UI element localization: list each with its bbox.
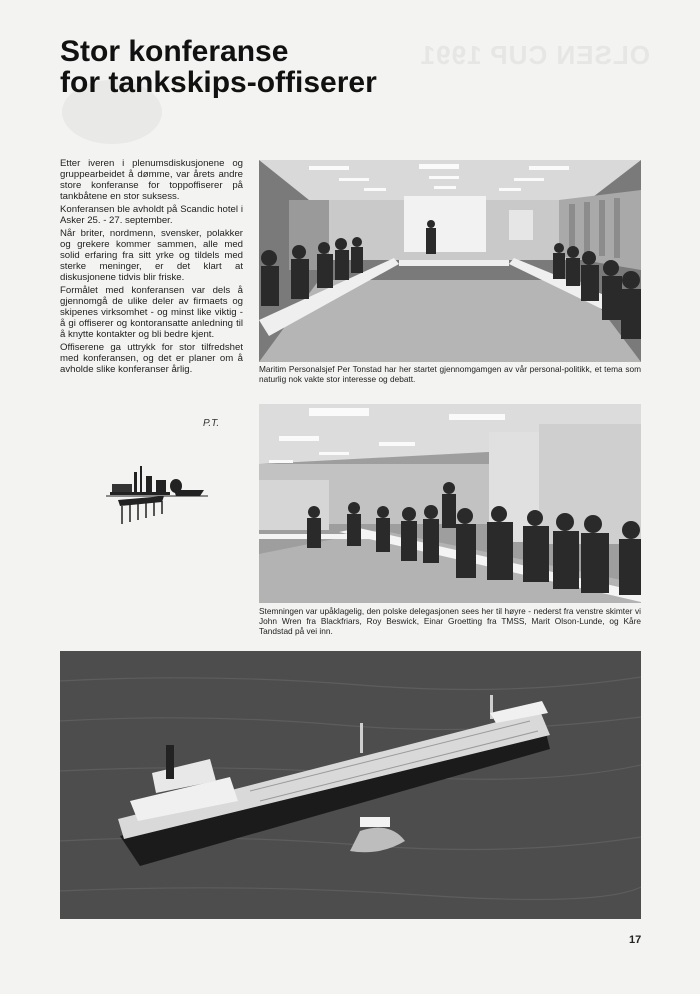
title-line-2: for tankskips-offiserer <box>60 66 377 99</box>
refinery-ship-logo <box>104 462 210 532</box>
article-paragraph: Formålet med konferansen var dels å gjennomgå de ulike deler av firmaets og skipenes virksomhet - og minst like viktig - å gi offiserer og kontoransatte anledning til å knytte kontakter og bli bedre kjent. <box>60 285 243 340</box>
photo-caption: Maritim Personalsjef Per Tonstad har her startet gjennomgamgen av vår personal-politikk, et tema som naturlig nok vakte stor interesse og debatt. <box>259 364 641 384</box>
article-paragraph: Etter iveren i plenumsdiskusjonene og gruppearbeidet å dømme, var årets andre store konferanse for toppoffiserer på tankbåtene en stor suksess. <box>60 158 243 202</box>
conference-photo-presentation <box>259 160 641 362</box>
photo-caption: Stemningen var upåklagelig, den polske delegasjonen sees her til høyre - nederst fra venstre skimter vi John Wren fra Blackfriars, Roy Beswick, Einar Groetting fra TMSS, Marit Olson-Lunde, og Kåre Tandstad på vei inn. <box>259 606 641 636</box>
article-title <box>60 36 460 98</box>
article-paragraph: Konferansen ble avholdt på Scandic hotel i Asker 25. - 27. september. <box>60 204 243 226</box>
background-ghost-text: OLSEN CUP 1991 <box>419 40 650 70</box>
tanker-ship-aerial-photo <box>60 651 641 919</box>
article-paragraph: Når briter, nordmenn, svensker, polakker og grekere kommer sammen, alle med solid erfaring fra sitt yrke og tildels med sterke meninger, er det klart at diskusjonene tidvis blir friske. <box>60 228 243 283</box>
article-paragraph: Offiserene ga uttrykk for stor tilfredshet med konferansen, og det er planer om å avholde slike konferanser årlig. <box>60 342 243 375</box>
article-body <box>60 158 243 377</box>
page-number: 17 <box>629 934 642 946</box>
author-signature: P.T. <box>203 418 220 429</box>
conference-photo-delegation <box>259 404 641 603</box>
title-line-1: Stor konferanse <box>60 35 289 68</box>
